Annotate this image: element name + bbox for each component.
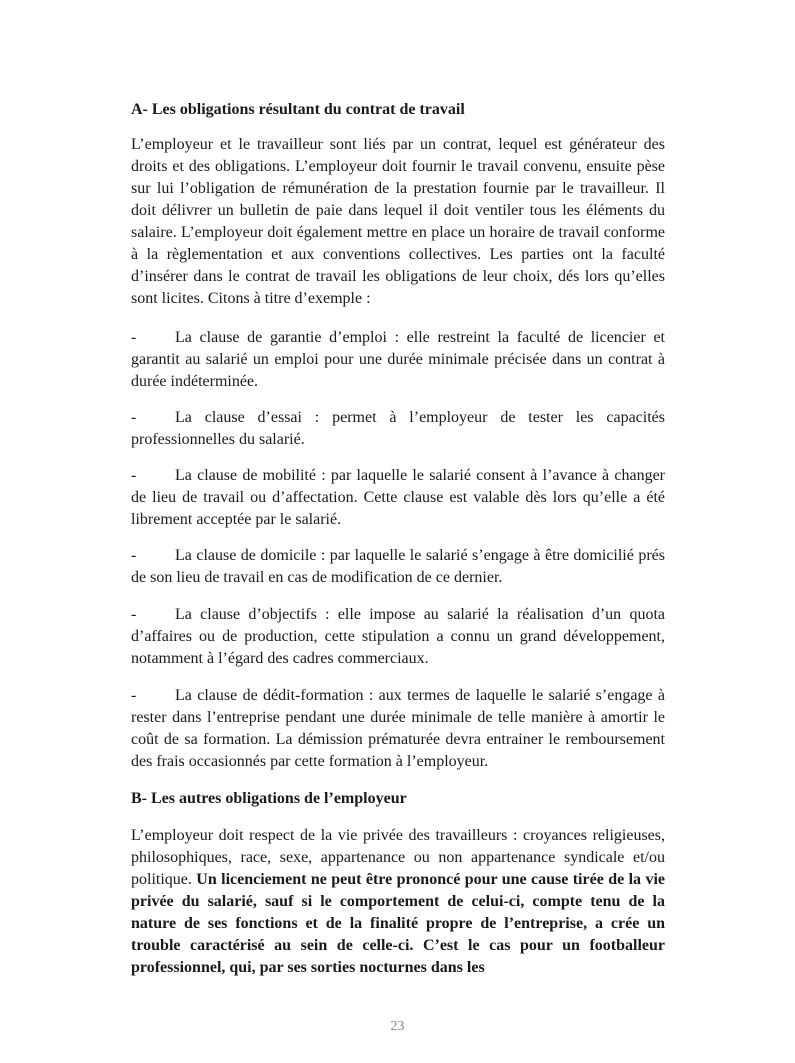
- bullet-item: [131, 465, 665, 531]
- bullet-item: [131, 545, 665, 589]
- bullet-item: [131, 327, 665, 393]
- bullet-text: La clause de mobilité : par laquelle le salarié consent à l’avance à changer de lieu de travail ou d’affectation. Cette clause est valable dès lors qu’elle a été librement acceptée par le salarié.: [131, 467, 665, 528]
- section-a-heading: A- Les obligations résultant du contrat de travail: [131, 101, 465, 118]
- section-b-text: L’employeur doit respect de la vie privée des travailleurs : croyances religieuses, philosophiques, race, sexe, appartenance ou non appartenance syndicale et/ou politique.: [131, 827, 665, 888]
- page-number: 23: [390, 1019, 405, 1034]
- bullet-text: La clause d’objectifs : elle impose au salarié la réalisation d’un quota d’affaires ou de production, cette stipulation a connu un grand développement, notamment à l’égard des cadres commerciaux.: [131, 606, 665, 667]
- bullet-marker: -: [131, 547, 137, 564]
- bullet-marker: -: [131, 606, 137, 623]
- section-a-paragraph: L’employeur et le travailleur sont liés par un contrat, lequel est générateur des droits et des obligations. L’employeur doit fournir le travail convenu, ensuite pèse sur lui l’obligation de rémunération de la prestation fournie par le travailleur. Il doit délivrer un bulletin de paie dans lequel il doit ventiler tous les éléments du salaire. L’employeur doit également mettre en place un horaire de travail conforme à la règlementation et aux conventions collectives. Les parties ont la faculté d’insérer dans le contrat de travail les obligations de leur choix, dés lors qu’elles sont licites. Citons à titre d’exemple :: [131, 136, 665, 307]
- bullet-marker: -: [131, 329, 137, 346]
- bullet-item: [131, 604, 665, 670]
- section-b-paragraph: [131, 825, 665, 979]
- bullet-item: [131, 685, 665, 773]
- bullet-text: La clause de dédit-formation : aux termes de laquelle le salarié s’engage à rester dans l’entreprise pendant une durée minimale de telle manière à amortir le coût de sa formation. La démission prématurée devra entrainer le remboursement des frais occasionnés par cette formation à l’employeur.: [131, 687, 665, 770]
- bullet-text: La clause d’essai : permet à l’employeur de tester les capacités professionnelles du salarié.: [131, 409, 665, 448]
- section-b-bold-text: Un licenciement ne peut être prononcé pour une cause tirée de la vie privée du salarié, sauf si le comportement de celui-ci, compte tenu de la nature de ses fonctions et de la finalité propre de l’entreprise, a crée un trouble caractérisé au sein de celle-ci. C’est le cas pour un footballeur professionnel, qui, par ses sorties nocturnes dans les: [131, 871, 665, 976]
- bullet-marker: -: [131, 687, 137, 704]
- bullet-text: La clause de garantie d’emploi : elle restreint la faculté de licencier et garantit au salarié un emploi pour une durée minimale précisée dans un contrat à durée indéterminée.: [131, 329, 665, 390]
- section-b-heading: B- Les autres obligations de l’employeur: [131, 790, 407, 807]
- bullet-marker: -: [131, 409, 137, 426]
- bullet-item: [131, 407, 665, 451]
- bullet-text: La clause de domicile : par laquelle le salarié s’engage à être domicilié prés de son lieu de travail en cas de modification de ce dernier.: [131, 547, 665, 586]
- bullet-marker: -: [131, 467, 137, 484]
